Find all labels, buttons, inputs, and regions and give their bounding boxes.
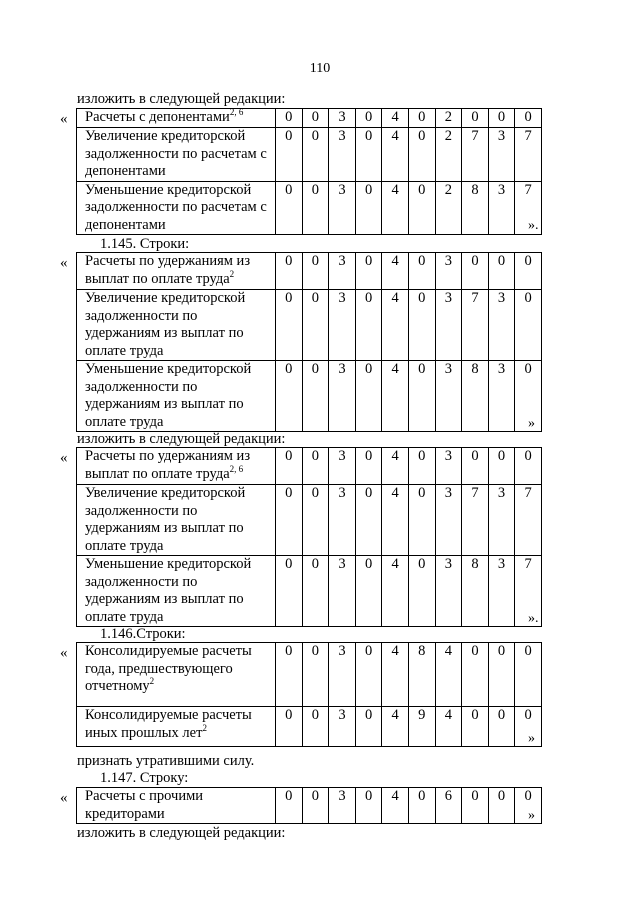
- account-code-table: [76, 447, 542, 627]
- code-digit: 4: [382, 643, 409, 707]
- code-digit: 0: [408, 128, 435, 182]
- code-digit: 0: [355, 128, 382, 182]
- close-quote: ».: [528, 218, 539, 233]
- code-digit: 0: [515, 788, 542, 824]
- text-line: изложить в следующей редакции:: [77, 431, 286, 447]
- code-digit: 0: [355, 253, 382, 290]
- code-digit: 0: [408, 253, 435, 290]
- code-digit: 4: [382, 181, 409, 235]
- code-digit: 7: [462, 485, 489, 556]
- code-digit: 3: [435, 361, 462, 432]
- code-digit: 0: [302, 290, 329, 361]
- code-digit: 4: [435, 643, 462, 707]
- code-digit: 7: [515, 485, 542, 556]
- code-digit: 0: [355, 181, 382, 235]
- row-label: Увеличение кредиторской задолженности по расчетам с депонентами: [77, 128, 276, 182]
- code-digit: 0: [276, 643, 303, 707]
- table-row: [77, 253, 542, 290]
- code-digit: 0: [302, 253, 329, 290]
- account-code-table: [76, 108, 542, 235]
- code-digit: 0: [276, 128, 303, 182]
- footnote-ref: 2: [229, 268, 235, 279]
- code-digit: 0: [488, 707, 515, 747]
- text-line: признать утратившими силу.: [77, 753, 255, 769]
- code-digit: 3: [329, 788, 356, 824]
- code-digit: 0: [302, 707, 329, 747]
- code-digit: 0: [408, 361, 435, 432]
- code-digit: 4: [382, 361, 409, 432]
- close-quote: »: [528, 416, 535, 431]
- code-digit: 0: [302, 448, 329, 485]
- code-digit: 3: [329, 128, 356, 182]
- footnote-ref: 2: [202, 722, 207, 733]
- code-digit: 0: [276, 290, 303, 361]
- code-digit: 7: [462, 290, 489, 361]
- code-digit: 0: [302, 788, 329, 824]
- code-digit: 0: [515, 253, 542, 290]
- code-digit: 0: [276, 448, 303, 485]
- table-row: [77, 109, 542, 128]
- code-digit: 0: [276, 253, 303, 290]
- code-digit: 3: [488, 361, 515, 432]
- row-label: Консолидируемые расчеты иных прошлых лет$^2$: [77, 707, 276, 747]
- code-digit: 0: [276, 707, 303, 747]
- text-line: 1.147. Строку:: [100, 770, 189, 786]
- code-digit: 0: [355, 643, 382, 707]
- close-quote: »: [528, 731, 535, 746]
- code-digit: 0: [408, 556, 435, 627]
- code-digit: 3: [329, 485, 356, 556]
- code-digit: 3: [329, 109, 356, 128]
- code-digit: 3: [329, 448, 356, 485]
- code-digit: 0: [355, 788, 382, 824]
- text-line: 1.146.Строки:: [100, 626, 186, 642]
- code-digit: 0: [355, 707, 382, 747]
- code-digit: 3: [435, 253, 462, 290]
- code-digit: 0: [408, 181, 435, 235]
- row-label: Расчеты по удержаниям из выплат по оплате труда$^{2, 6}$: [77, 448, 276, 485]
- code-digit: 0: [515, 290, 542, 361]
- table-row: [77, 643, 542, 707]
- code-digit: 0: [355, 109, 382, 128]
- code-digit: 0: [462, 707, 489, 747]
- account-code-table: [76, 642, 542, 747]
- code-digit: 3: [329, 253, 356, 290]
- close-quote: ».: [528, 611, 539, 626]
- code-digit: 3: [488, 181, 515, 235]
- code-digit: 0: [276, 109, 303, 128]
- code-digit: 0: [462, 109, 489, 128]
- table-row: [77, 448, 542, 485]
- row-label: Уменьшение кредиторской задолженности по удержаниям из выплат по оплате труда: [77, 361, 276, 432]
- code-digit: 0: [302, 361, 329, 432]
- code-digit: 4: [382, 253, 409, 290]
- code-digit: 0: [276, 361, 303, 432]
- text-line: изложить в следующей редакции:: [77, 91, 286, 107]
- code-digit: 3: [435, 485, 462, 556]
- table-row: [77, 485, 542, 556]
- code-digit: 3: [488, 556, 515, 627]
- table-row: [77, 556, 542, 627]
- account-code-table: [76, 787, 542, 824]
- footnote-ref: 2, 6: [229, 463, 244, 474]
- code-digit: 8: [462, 181, 489, 235]
- code-digit: 3: [435, 556, 462, 627]
- code-digit: 0: [276, 788, 303, 824]
- code-digit: 6: [435, 788, 462, 824]
- code-digit: 7: [515, 181, 542, 235]
- row-label: Уменьшение кредиторской задолженности по удержаниям из выплат по оплате труда: [77, 556, 276, 627]
- code-digit: 0: [276, 485, 303, 556]
- code-digit: 0: [488, 109, 515, 128]
- code-digit: 0: [515, 109, 542, 128]
- code-digit: 3: [435, 290, 462, 361]
- code-digit: 4: [382, 448, 409, 485]
- code-digit: 0: [355, 361, 382, 432]
- code-digit: 0: [355, 485, 382, 556]
- code-digit: 3: [488, 128, 515, 182]
- code-digit: 0: [408, 485, 435, 556]
- code-digit: 0: [462, 253, 489, 290]
- code-digit: 4: [382, 788, 409, 824]
- open-quote: «: [60, 255, 68, 271]
- code-digit: 3: [488, 485, 515, 556]
- code-digit: 2: [435, 109, 462, 128]
- code-digit: 3: [329, 556, 356, 627]
- code-digit: 4: [382, 485, 409, 556]
- code-digit: 0: [302, 109, 329, 128]
- row-label: Уменьшение кредиторской задолженности по расчетам с депонентами: [77, 181, 276, 235]
- table-row: [77, 361, 542, 432]
- account-code-table: [76, 252, 542, 432]
- code-digit: 0: [488, 643, 515, 707]
- row-label: Увеличение кредиторской задолженности по удержаниям из выплат по оплате труда: [77, 290, 276, 361]
- row-label: Консолидируемые расчеты года, предшествующего отчетному$^2$: [77, 643, 276, 707]
- code-digit: 7: [515, 128, 542, 182]
- code-digit: 0: [355, 448, 382, 485]
- page-number: 110: [309, 61, 331, 76]
- row-label: Расчеты с прочими кредиторами: [77, 788, 276, 824]
- code-digit: 0: [408, 448, 435, 485]
- code-digit: 0: [515, 361, 542, 432]
- code-digit: 0: [462, 788, 489, 824]
- code-digit: 0: [276, 556, 303, 627]
- code-digit: 0: [515, 643, 542, 707]
- text-line: 1.145. Строки:: [100, 236, 190, 252]
- code-digit: 0: [462, 448, 489, 485]
- code-digit: 2: [435, 128, 462, 182]
- table-row: [77, 128, 542, 182]
- code-digit: 0: [515, 448, 542, 485]
- code-digit: 4: [382, 290, 409, 361]
- code-digit: 0: [488, 253, 515, 290]
- code-digit: 0: [302, 181, 329, 235]
- code-digit: 3: [488, 290, 515, 361]
- code-digit: 4: [382, 556, 409, 627]
- code-digit: 9: [408, 707, 435, 747]
- code-digit: 0: [408, 788, 435, 824]
- row-label: Расчеты по удержаниям из выплат по оплате труда$^2$: [77, 253, 276, 290]
- code-digit: 0: [302, 556, 329, 627]
- table-row: [77, 707, 542, 747]
- code-digit: 0: [488, 448, 515, 485]
- footnote-ref: 2, 6: [229, 107, 244, 118]
- code-digit: 8: [462, 361, 489, 432]
- code-digit: 4: [435, 707, 462, 747]
- close-quote: »: [528, 808, 535, 823]
- code-digit: 0: [462, 643, 489, 707]
- code-digit: 0: [355, 290, 382, 361]
- text-line: изложить в следующей редакции:: [77, 825, 286, 841]
- table-row: [77, 788, 542, 824]
- open-quote: «: [60, 790, 68, 806]
- code-digit: 3: [329, 643, 356, 707]
- code-digit: 0: [355, 556, 382, 627]
- open-quote: «: [60, 645, 68, 661]
- code-digit: 0: [515, 707, 542, 747]
- code-digit: 0: [302, 643, 329, 707]
- open-quote: «: [60, 450, 68, 466]
- code-digit: 3: [329, 290, 356, 361]
- open-quote: «: [60, 111, 68, 127]
- code-digit: 0: [488, 788, 515, 824]
- code-digit: 3: [329, 361, 356, 432]
- code-digit: 4: [382, 707, 409, 747]
- code-digit: 0: [408, 290, 435, 361]
- table-row: [77, 290, 542, 361]
- row-label: Увеличение кредиторской задолженности по удержаниям из выплат по оплате труда: [77, 485, 276, 556]
- code-digit: 4: [382, 128, 409, 182]
- footnote-ref: 2: [149, 676, 155, 687]
- code-digit: 0: [276, 181, 303, 235]
- code-digit: 0: [408, 109, 435, 128]
- code-digit: 0: [302, 128, 329, 182]
- row-label: Расчеты с депонентами$^{2, 6}$: [77, 109, 276, 128]
- code-digit: 3: [329, 707, 356, 747]
- code-digit: 3: [329, 181, 356, 235]
- code-digit: 8: [408, 643, 435, 707]
- code-digit: 7: [515, 556, 542, 627]
- code-digit: 7: [462, 128, 489, 182]
- code-digit: 0: [302, 485, 329, 556]
- table-row: [77, 181, 542, 235]
- code-digit: 2: [435, 181, 462, 235]
- code-digit: 8: [462, 556, 489, 627]
- code-digit: 4: [382, 109, 409, 128]
- code-digit: 3: [435, 448, 462, 485]
